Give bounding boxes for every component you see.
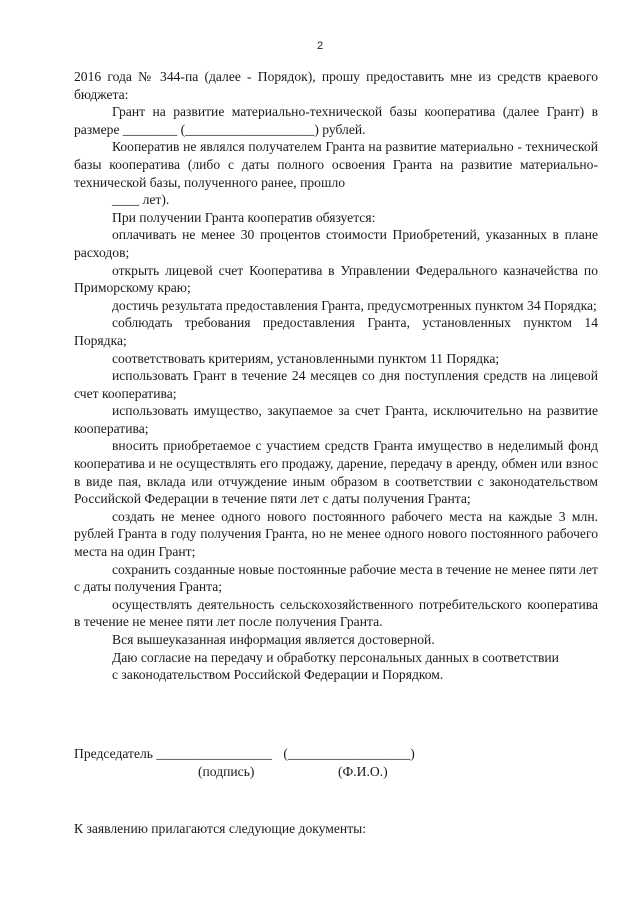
signature-line (74, 745, 598, 763)
paragraph: оплачивать не менее 30 процентов стоимости Приобретений, указанных в плане расходов; (74, 227, 598, 260)
page-number: 2 (316, 40, 324, 52)
paragraph: создать не менее одного нового постоянного рабочего места на каждые 3 млн. рублей Гранта в году получения Гранта, но не менее одного нового постоянного рабочего места на один Грант; (74, 508, 598, 560)
paragraph: использовать Грант в течение 24 месяцев со дня поступления средств на лицевой счет кооператива; (74, 368, 598, 401)
paragraph: Вся вышеуказанная информация является достоверной. (112, 632, 435, 647)
paragraph: с законодательством Российской Федерации и Порядком. (112, 667, 444, 683)
paragraph: соблюдать требования предоставления Гранта, установленных пунктом 14 Порядка; (74, 315, 598, 348)
paragraph: 2016 года № 344-па (далее - Порядок), прошу предоставить мне из средств краевого бюджета: (74, 69, 598, 102)
signature-blank: _________________ (156, 746, 272, 761)
paragraph: ____ лет). (112, 192, 170, 208)
signature-label: Председатель (74, 746, 153, 761)
paragraph: вносить приобретаемое с участием средств Гранта имущество в неделимый фонд кооператива и не осуществлять его продажу, дарение, передачу в аренду, обмен или взнос в виде пая, вклада или отчуждение иным образом в соответствии с законодательством Российской Федерации в течение пяти лет с даты получения Гранта; (74, 438, 598, 507)
document-body (74, 68, 598, 684)
paragraph: открыть лицевой счет Кооператива в Управлении Федерального казначейства по Приморскому краю; (74, 262, 598, 296)
attachments-heading: К заявлению прилагаются следующие документы: (74, 821, 367, 836)
paragraph: достичь результата предоставления Гранта, предусмотренных пунктом 34 Порядка; (112, 297, 597, 313)
paragraph: Грант на развитие материально-технической базы кооператива (далее Грант) в размере ________ (___________________) рублей. (74, 104, 598, 137)
signature-caption: (подпись) (198, 764, 255, 779)
paragraph: соответствовать критериям, установленными пунктом 11 Порядка; (112, 350, 500, 366)
paragraph: осуществлять деятельность сельскохозяйственного потребительского кооператива в течение не менее пяти лет после получения Гранта. (74, 596, 598, 630)
paragraph: Даю согласие на передачу и обработку персональных данных в соответствии (112, 649, 559, 665)
name-caption: (Ф.И.О.) (338, 764, 388, 779)
paragraph: При получении Гранта кооператив обязуется: (112, 209, 376, 225)
paragraph: использовать имущество, закупаемое за счет Гранта, исключительно на развитие кооператива; (74, 403, 598, 436)
name-blank: (__________________) (283, 746, 415, 761)
paragraph: Кооператив не являлся получателем Гранта на развитие материально - технической базы кооператива (либо с даты полного освоения Гранта на развитие материально-технической базы, полученного ранее, прошло (74, 139, 598, 190)
paragraph: сохранить созданные новые постоянные рабочие места в течение не менее пяти лет с даты получения Гранта; (74, 561, 598, 595)
